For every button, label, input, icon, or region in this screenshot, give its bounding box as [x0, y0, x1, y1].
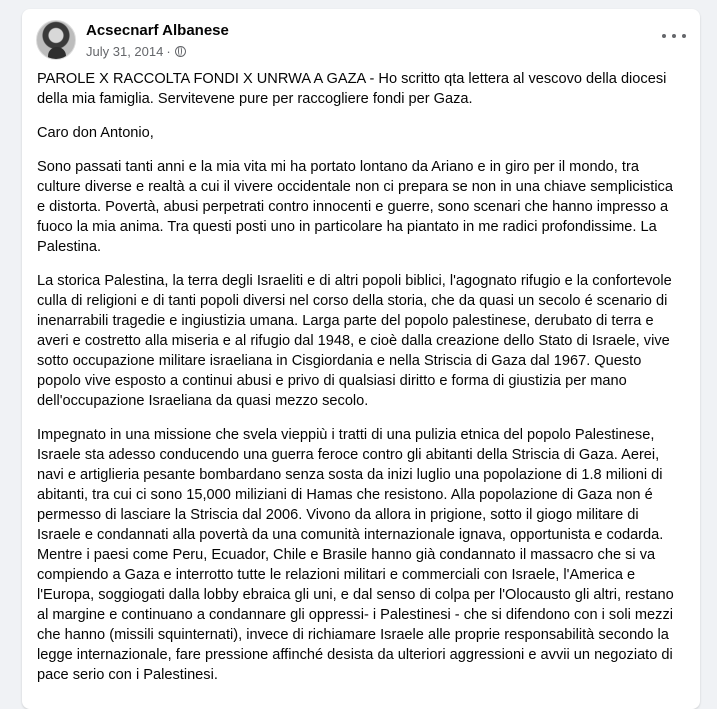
author-name[interactable]: Acsecnarf Albanese [86, 22, 229, 39]
more-horizontal-icon [682, 34, 686, 38]
post-card [22, 9, 700, 709]
globe-icon[interactable] [175, 46, 186, 57]
post-paragraph: Impegnato in una missione che svela vieppiù i tratti di una pulizia etnica del popolo Palestinese, Israele sta adesso conducendo una guerra feroce contro gli abitanti della Striscia di Gaza. Aerei, navi e artiglieria pesante bombardano senza sosta da inizi luglio una popolazione di 1.8 milioni di abitanti, tra cui ci sono 15,000 miliziani di Hamas che resistono. Alla popolazione di Gaza non é permesso di lasciare la Striscia dal 2006. Vivono da allora in prigione, sotto il giogo militare di Israele e condannati alla povertà da una comunità internazionale ignava, opportunista e codarda. Mentre i paesi come Peru, Ecuador, Chile e Brasile hanno già condannato il massacro che si va compiendo a Gaza e interrotto tutte le relazioni militari e commerciali con Israele, l'America e l'Europa, soggiogati dalla lobby ebraica gli uni, e dal senso di colpa per l'Olocausto gli altri, restano al margine e continuano a condannare gli oppressi- i Palestinesi - che si difendono con i soli mezzi che hanno (missili squinternati), invece di richiamare Israele alle proprie responsabilità secondo la legge internazionale, fare pressione affinché desista da ulteriori aggressioni e avvii un negoziato di pace serio con i Palestinesi. [37, 427, 674, 683]
more-options-button[interactable] [660, 26, 688, 46]
post-paragraph: Sono passati tanti anni e la mia vita mi ha portato lontano da Ariano e in giro per il mondo, tra culture diverse e realtà a cui il vivere occidentale non ci prepara se non in una chiave semplicistica e distorta. Povertà, abusi perpetrati contro innocenti e guerre, sono scenari che hanno impresso a fuoco la mia anima. Tra questi posti uno in particolare ha piantato in me radici profondissime. La Palestina. [37, 159, 673, 255]
meta-separator: · [166, 44, 171, 59]
post-paragraph: Caro don Antonio, [37, 125, 154, 141]
post-paragraph: PAROLE X RACCOLTA FONDI X UNRWA A GAZA - Ho scritto qta lettera al vescovo della diocesi della mia famiglia. Servitevene pure per raccogliere fondi per Gaza. [37, 71, 667, 107]
post-date[interactable]: July 31, 2014 [86, 44, 164, 59]
more-horizontal-icon [662, 34, 666, 38]
avatar-silhouette [48, 47, 66, 60]
post-body [37, 69, 675, 699]
more-horizontal-icon [672, 34, 676, 38]
post-meta [86, 44, 186, 59]
avatar[interactable] [36, 20, 76, 60]
post-header [36, 20, 686, 62]
post-paragraph: La storica Palestina, la terra degli Israeliti e di altri popoli biblici, l'agognato rifugio e la confortevole culla di religioni e di tanti popoli diversi nel corso della storia, che da quasi un secolo é scenario di inenarrabili tragedie e ingiustizia umana. Larga parte del popolo palestinese, derubato di terra e averi e costretto alla miseria e al rifugio dal 1948, e cioè dalla creazione dello Stato di Israele, vive sotto occupazione militare israeliana in Cisgiordania e nella Striscia di Gaza dal 1967. Questo popolo vive esposto a continui abusi e privo di qualsiasi diritto e forma di giustizia per mano dell'occupazione Israeliana da quasi mezzo secolo. [37, 273, 672, 409]
